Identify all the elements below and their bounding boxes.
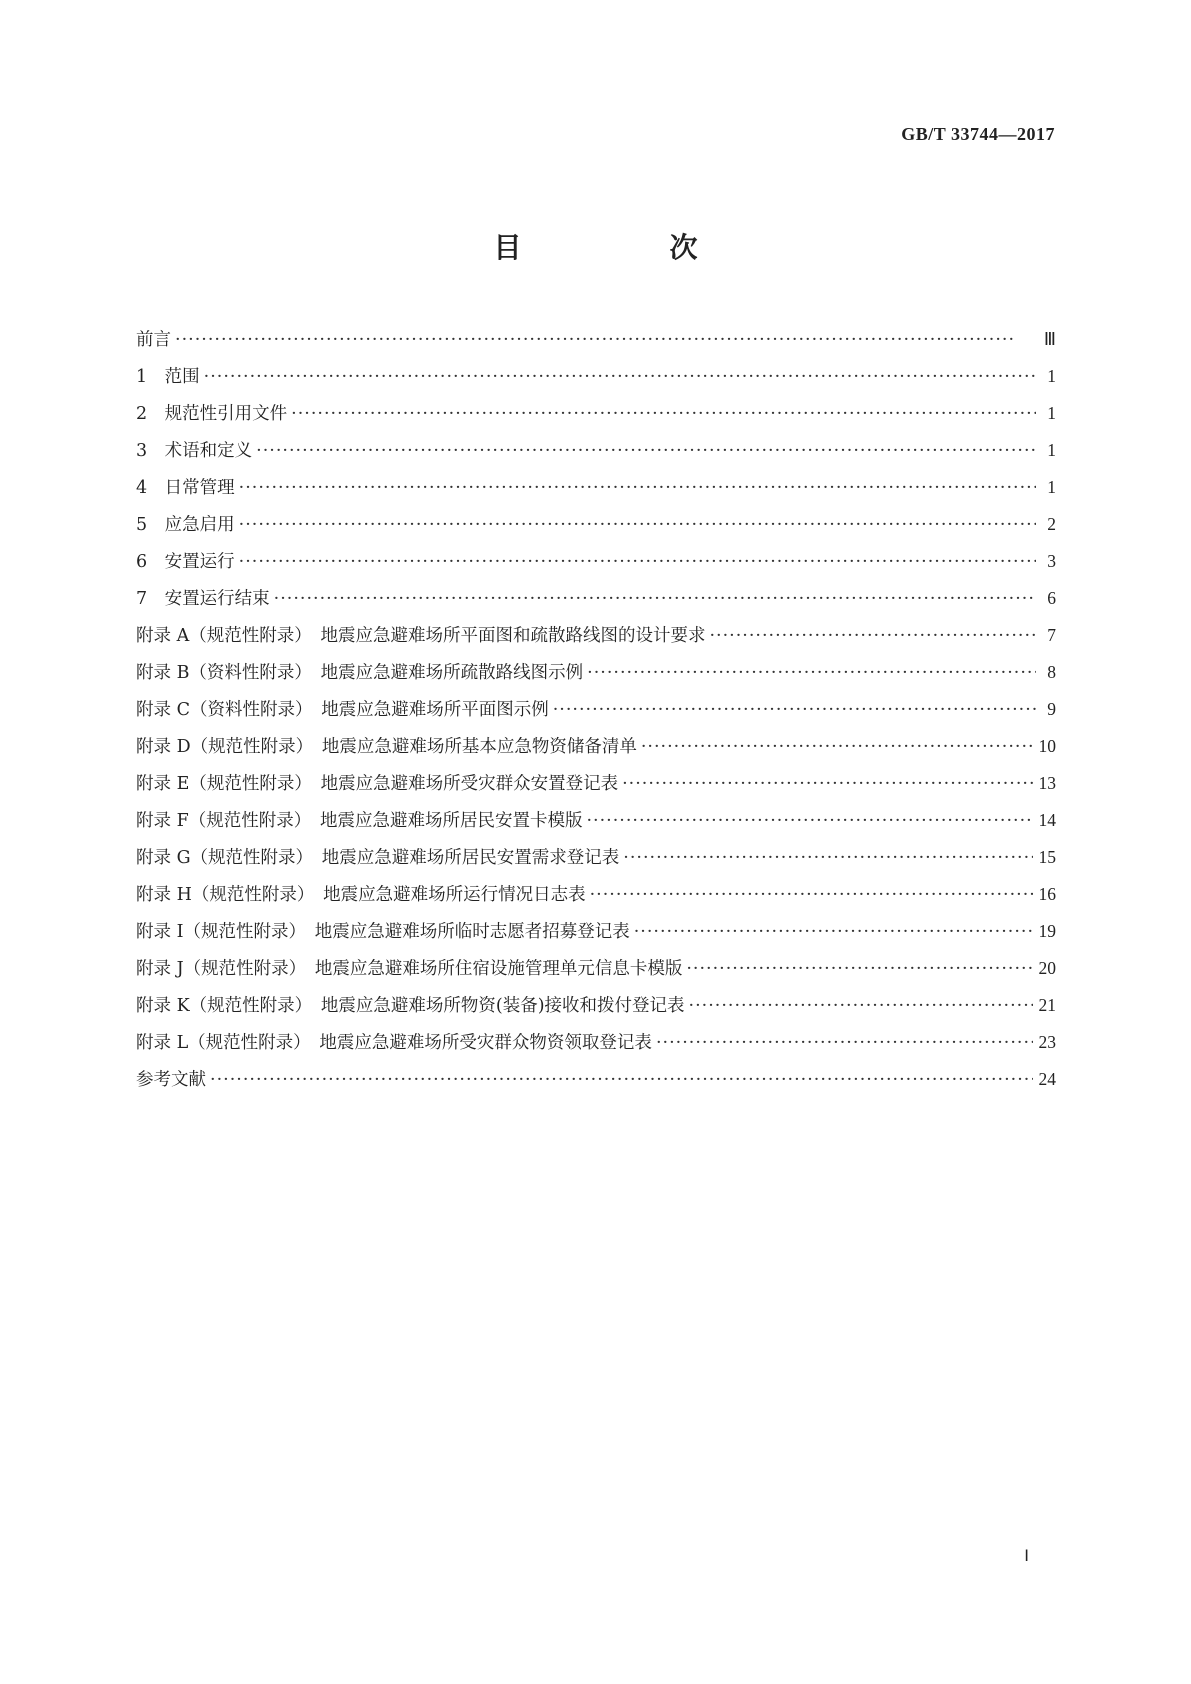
- toc-entry-page: 1: [1047, 477, 1056, 497]
- dot-leader: [204, 367, 1036, 387]
- dot-leader: [623, 848, 1032, 868]
- toc-entry-page: 13: [1038, 773, 1056, 793]
- dot-leader: [709, 626, 1036, 646]
- dot-leader: [256, 441, 1036, 461]
- toc-entry-page: 3: [1047, 551, 1056, 571]
- toc-entry-label: 附录 B（资料性附录） 地震应急避难场所疏散路线图示例: [136, 663, 584, 683]
- dot-leader: [689, 996, 1033, 1016]
- dot-leader: [291, 404, 1036, 424]
- page-title: [0, 226, 1191, 266]
- toc-entry-page: 1: [1047, 403, 1056, 423]
- toc-entry-page: 2: [1047, 514, 1056, 534]
- toc-entry-page: 15: [1038, 847, 1056, 867]
- toc-entry-label: 前言: [136, 330, 171, 350]
- toc-entry[interactable]: [136, 548, 1056, 585]
- toc-entry-label: 附录 K（规范性附录） 地震应急避难场所物资(装备)接收和拨付登记表: [136, 996, 685, 1016]
- toc-entry[interactable]: [136, 733, 1056, 770]
- toc-entry[interactable]: [136, 807, 1056, 844]
- toc-entry-page: 14: [1038, 810, 1056, 830]
- dot-leader: [553, 700, 1036, 720]
- toc-entry-label: 附录 G（规范性附录） 地震应急避难场所居民安置需求登记表: [136, 848, 620, 868]
- toc-entry[interactable]: [136, 1066, 1056, 1103]
- toc-entry-label: 附录 J（规范性附录） 地震应急避难场所住宿设施管理单元信息卡模版: [136, 959, 683, 979]
- toc-entry-page: 19: [1038, 921, 1056, 941]
- page-title-text: 目 次: [493, 231, 758, 264]
- page-number: Ⅰ: [1024, 1548, 1029, 1565]
- table-of-contents: [136, 326, 1056, 1103]
- standard-code: GB/T 33744—2017: [901, 124, 1055, 144]
- dot-leader: [587, 663, 1036, 683]
- dot-leader: [641, 737, 1033, 757]
- toc-entry-label: 附录 F（规范性附录） 地震应急避难场所居民安置卡模版: [136, 811, 583, 831]
- dot-leader: [210, 1070, 1033, 1090]
- toc-entry-label: 附录 E（规范性附录） 地震应急避难场所受灾群众安置登记表: [136, 774, 619, 794]
- toc-entry-label: 3 术语和定义: [136, 441, 253, 461]
- toc-entry[interactable]: [136, 622, 1056, 659]
- toc-entry[interactable]: [136, 992, 1056, 1029]
- toc-entry-label: 4 日常管理: [136, 478, 235, 498]
- toc-entry[interactable]: [136, 770, 1056, 807]
- toc-entry-page: 1: [1047, 366, 1056, 386]
- dot-leader: [239, 552, 1036, 572]
- toc-entry-page: 20: [1038, 958, 1056, 978]
- toc-entry-label: 1 范围: [136, 367, 200, 387]
- toc-entry[interactable]: [136, 844, 1056, 881]
- toc-entry-page: 6: [1047, 588, 1056, 608]
- toc-entry[interactable]: [136, 437, 1056, 474]
- toc-entry-page: 8: [1047, 662, 1056, 682]
- toc-entry[interactable]: [136, 585, 1056, 622]
- dot-leader: [590, 885, 1033, 905]
- toc-entry-label: 附录 D（规范性附录） 地震应急避难场所基本应急物资储备清单: [136, 737, 637, 757]
- toc-entry-page: 9: [1047, 699, 1056, 719]
- toc-entry-label: 附录 A（规范性附录） 地震应急避难场所平面图和疏散路线图的设计要求: [136, 626, 706, 646]
- dot-leader: [239, 478, 1036, 498]
- toc-entry[interactable]: [136, 511, 1056, 548]
- toc-entry[interactable]: [136, 326, 1056, 363]
- toc-entry-label: 5 应急启用: [136, 515, 235, 535]
- toc-entry[interactable]: [136, 918, 1056, 955]
- toc-entry-label: 2 规范性引用文件: [136, 404, 288, 424]
- toc-entry[interactable]: [136, 696, 1056, 733]
- dot-leader: [239, 515, 1036, 535]
- toc-entry-label: 附录 H（规范性附录） 地震应急避难场所运行情况日志表: [136, 885, 586, 905]
- toc-entry-page: 7: [1047, 625, 1056, 645]
- toc-entry-page: 21: [1038, 995, 1056, 1015]
- dot-leader: [656, 1033, 1033, 1053]
- toc-entry-page: 10: [1038, 736, 1056, 756]
- toc-entry[interactable]: [136, 400, 1056, 437]
- toc-entry-label: 参考文献: [136, 1070, 206, 1090]
- toc-entry-page: 16: [1038, 884, 1056, 904]
- toc-entry-label: 7 安置运行结束: [136, 589, 270, 609]
- dot-leader: [622, 774, 1032, 794]
- dot-leader: [274, 589, 1036, 609]
- dot-leader: [175, 330, 1036, 350]
- toc-entry-page: Ⅲ: [1043, 329, 1056, 349]
- dot-leader: [634, 922, 1033, 942]
- toc-entry-page: 24: [1038, 1069, 1056, 1089]
- toc-entry-label: 附录 C（资料性附录） 地震应急避难场所平面图示例: [136, 700, 549, 720]
- toc-entry-label: 附录 L（规范性附录） 地震应急避难场所受灾群众物资领取登记表: [136, 1033, 652, 1053]
- toc-entry[interactable]: [136, 659, 1056, 696]
- toc-entry-label: 6 安置运行: [136, 552, 235, 572]
- toc-entry[interactable]: [136, 474, 1056, 511]
- dot-leader: [586, 811, 1032, 831]
- toc-entry-page: 1: [1047, 440, 1056, 460]
- toc-entry[interactable]: [136, 955, 1056, 992]
- toc-entry-label: 附录 I（规范性附录） 地震应急避难场所临时志愿者招募登记表: [136, 922, 630, 942]
- toc-entry-page: 23: [1038, 1032, 1056, 1052]
- toc-entry[interactable]: [136, 881, 1056, 918]
- dot-leader: [686, 959, 1032, 979]
- toc-entry[interactable]: [136, 1029, 1056, 1066]
- toc-entry[interactable]: [136, 363, 1056, 400]
